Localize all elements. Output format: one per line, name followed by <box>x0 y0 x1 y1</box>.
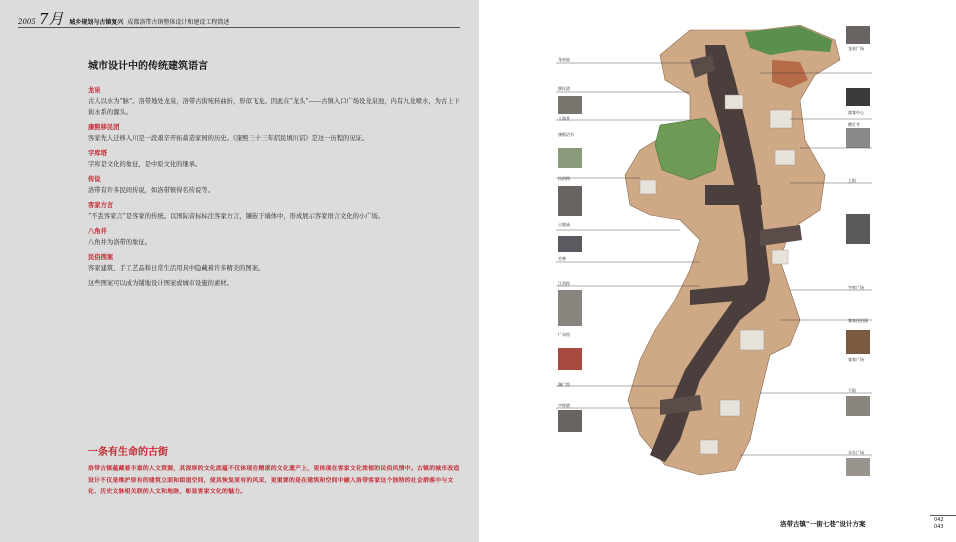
map-label: 广东馆 <box>558 332 570 337</box>
page-number-left: 042 <box>934 517 944 523</box>
map-label: 民俗图 <box>558 176 570 181</box>
map-label: 土地庙 <box>558 222 570 227</box>
map-label: 客家民俗园 <box>848 318 868 323</box>
map-label: 湖广馆 <box>558 382 570 387</box>
section-heading: 龙泉 <box>88 87 101 94</box>
map-label: 水车广场 <box>848 450 864 455</box>
section-heading: 八角井 <box>88 228 107 235</box>
section-heading: 传说 <box>88 176 101 183</box>
header-year: 2005 <box>18 18 36 26</box>
map-label: 客家广场 <box>848 357 864 362</box>
map-label: 字库广场 <box>848 285 864 290</box>
map-label: 康熙诏书 <box>558 132 574 137</box>
section-heading: 民俗图案 <box>88 254 114 261</box>
map-label: 龙泉广场 <box>848 46 864 51</box>
closing-text: 这些图案可以成为铺地设计图案或城市设施的素材。 <box>88 280 233 287</box>
page-title: 城市设计中的传统建筑语言 <box>88 61 208 72</box>
section-text: 客家先人迁移入川是一段艰辛开拓蓄造家园的历史。《康熙三十三年招民填川诏》是这一历程的见证。 <box>88 135 369 142</box>
header-subtitle: 成都洛带古镇整体设计和建设工程简述 <box>127 19 230 26</box>
map-caption: 洛带古镇“一街七巷”设计方案 <box>780 520 866 528</box>
section-text: 客家建筑、手工艺品和日常生活用具中隐藏着许多精美的图案。 <box>88 265 265 272</box>
map-label: 游客中心 <box>848 110 864 115</box>
photo-thumbnails-right <box>846 26 870 476</box>
map-label: 移民团 <box>558 86 570 91</box>
map-label: 下街 <box>848 388 856 393</box>
section-heading: 康熙移民团 <box>88 124 120 131</box>
header-journal: 城乡规划与古镇复兴 <box>69 19 124 26</box>
page-number-right: 043 <box>934 524 944 530</box>
map-label: 龙泉池 <box>558 57 570 62</box>
section-text: 洛带有许多民间传说，如洛带镇得名传说等。 <box>88 187 214 194</box>
header-month: 7月 <box>38 10 64 28</box>
map-label: 上街 <box>848 178 856 183</box>
section-text: “不丢客家言”是客家的传统。以国际音标标注客家方言，镶嵌于墙体中，形成展示客家语言文化的小广场。 <box>88 213 385 220</box>
red-section-title: 一条有生命的古街 <box>88 447 168 458</box>
map-label: 江西馆 <box>558 281 570 286</box>
red-section-body: 洛带古镇蕴藏着丰富的人文资源，其深厚的文化底蕴不仅体现在精湛的文化遗产上，更体现在客家文化浓郁的民俗风情中。古镇的城市改造设计不仅是维护原有的建筑立面和街道空间，使其恢复原有的风采，更重要的是在建筑和空间中融入洛带客家这个独特的社会群落中与文化、历史文脉相关联的人文和地脉，彰显客家文化的魅力。 <box>88 465 460 495</box>
section-text: 古人以水为“脉”。洛带地处龙泉，洛带古街宛转曲折，形似飞龙。因此在“龙头”——古镇入口广场设龙泉池，内有九龙喷水，为古上下街水系的源头。 <box>88 98 460 116</box>
section-text: 八角井为洛带的象征。 <box>88 239 151 246</box>
green-park <box>655 118 720 180</box>
section-text: 字库是文化的象征，是中原文化的继承。 <box>88 161 202 168</box>
map-label: 竹林 <box>558 256 566 261</box>
map-label: 燃灯寺 <box>848 122 860 127</box>
side-street-plaza <box>705 185 762 205</box>
section-heading: 客家方言 <box>88 202 114 209</box>
map-label: 八角井 <box>558 116 570 121</box>
page-number-rule <box>930 515 956 516</box>
section-heading: 字库塔 <box>88 150 107 157</box>
map-label: 字库塔 <box>558 403 570 408</box>
